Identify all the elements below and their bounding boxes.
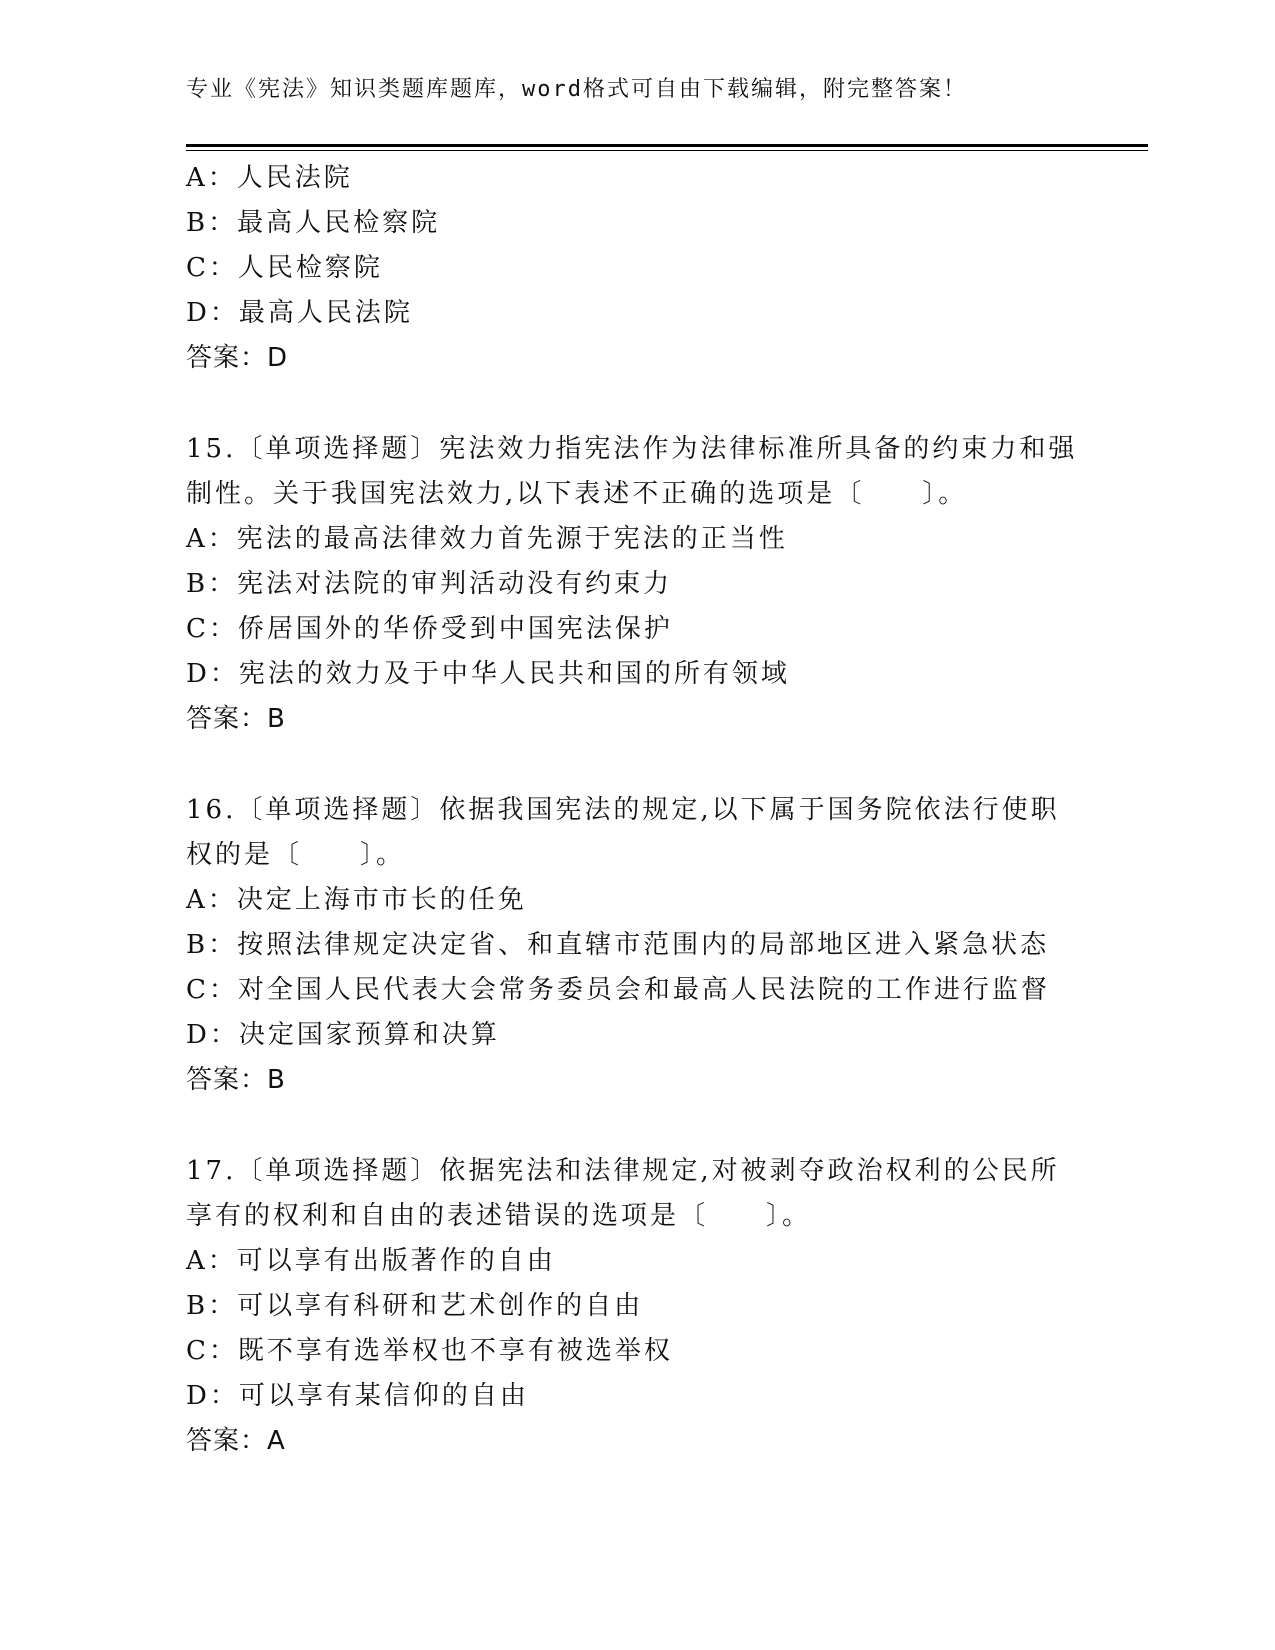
option-b: B：按照法律规定决定省、和直辖市范围内的局部地区进入紧急状态 [186, 930, 1050, 960]
question-stem-line: 17.〔单项选择题〕依据宪法和法律规定,对被剥夺政治权利的公民所 [186, 1156, 1060, 1186]
option-a: A：人民法院 [186, 163, 353, 193]
option-d: D：可以享有某信仰的自由 [186, 1381, 529, 1411]
option-c: C：对全国人民代表大会常务委员会和最高人民法院的工作进行监督 [186, 975, 1050, 1005]
option-c: C：人民检察院 [186, 253, 383, 283]
answer: 答案：B [186, 1065, 286, 1095]
option-d: D：宪法的效力及于中华人民共和国的所有领域 [186, 659, 790, 689]
answer: 答案：A [186, 1426, 286, 1456]
question-stem-line: 权的是〔 〕。 [186, 840, 406, 870]
question-stem-line: 制性。关于我国宪法效力,以下表述不正确的选项是〔 〕。 [186, 479, 968, 509]
option-a: A：可以享有出版著作的自由 [186, 1246, 556, 1276]
option-d: D：最高人民法院 [186, 298, 413, 328]
question-15 [186, 427, 1086, 742]
option-a: A：决定上海市市长的任免 [186, 885, 527, 915]
question-stem-line: 享有的权利和自由的表述错误的选项是〔 〕。 [186, 1201, 812, 1231]
question-17 [186, 1149, 1086, 1464]
option-b: B：宪法对法院的审判活动没有约束力 [186, 569, 673, 599]
question-stem-line: 15.〔单项选择题〕宪法效力指宪法作为法律标准所具备的约束力和强 [186, 434, 1078, 464]
page-header: 专业《宪法》知识类题库题库，word格式可自由下载编辑，附完整答案！ [186, 77, 967, 102]
document-body [186, 156, 1086, 1464]
answer: 答案：D [186, 343, 289, 373]
option-b: B：最高人民检察院 [186, 208, 441, 238]
option-a: A：宪法的最高法律效力首先源于宪法的正当性 [186, 524, 788, 554]
answer: 答案：B [186, 704, 286, 734]
question-stem-line: 16.〔单项选择题〕依据我国宪法的规定,以下属于国务院依法行使职 [186, 795, 1060, 825]
option-c: C：既不享有选举权也不享有被选举权 [186, 1336, 673, 1366]
header-rule-thin [186, 150, 1148, 151]
option-c: C：侨居国外的华侨受到中国宪法保护 [186, 614, 673, 644]
option-d: D：决定国家预算和决算 [186, 1020, 500, 1050]
header-rule-thick [186, 144, 1148, 147]
question-16 [186, 788, 1086, 1103]
option-b: B：可以享有科研和艺术创作的自由 [186, 1291, 644, 1321]
question-14-tail [186, 156, 1086, 381]
